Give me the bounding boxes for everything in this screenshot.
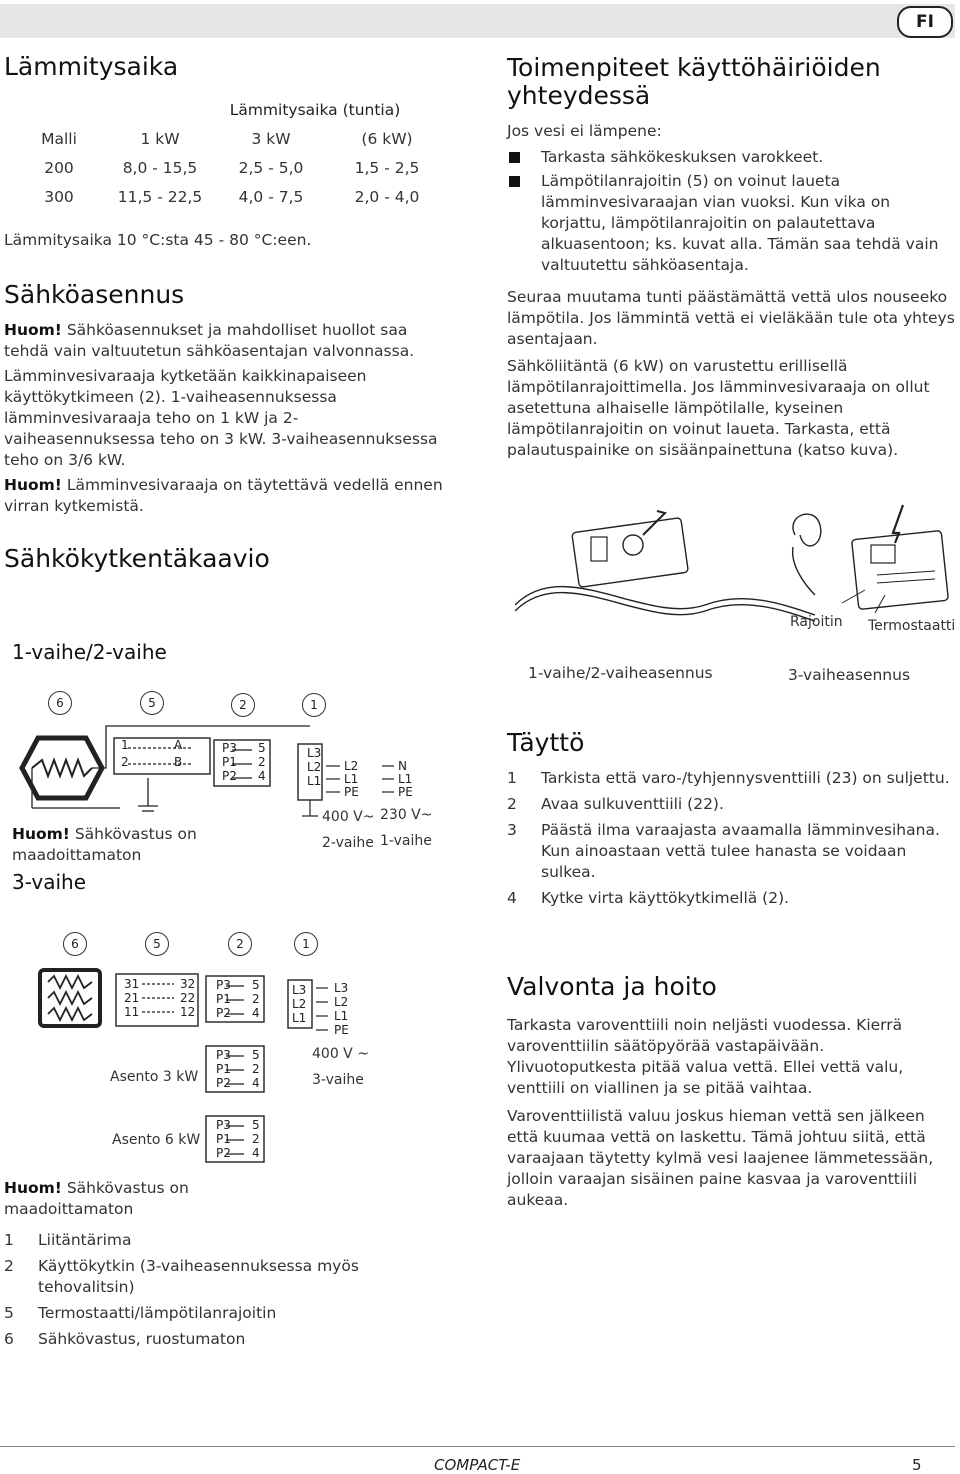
terminal-label: L1 <box>334 1009 349 1023</box>
terminal-label: PE <box>344 785 359 799</box>
list-item: 3 Päästä ilma varaajasta avaamalla lämminvesihana. Kun ainoastaan vettä tulee hanasta se voidaan sulkea. <box>507 821 940 881</box>
terminal-label: PE <box>398 785 413 799</box>
therm-pin: 22 <box>180 991 196 1005</box>
therm-pin: 12 <box>180 1005 196 1019</box>
footer-divider <box>0 1446 955 1447</box>
table-header-cell: (6 kW) <box>361 129 413 148</box>
maintenance-p2: Varoventtiilistä valuu joskus hieman vettä sen jälkeen että kuumaa vettä on laskettu. Tämä johtuu siitä, että varaajaan täytetty kylmä vesi laajenee lämmetessään, jolloin varaajan sisäinen paine kasvaa ja varoventtiili aukeaa. <box>507 1107 934 1209</box>
marker-5: 5 <box>140 691 164 715</box>
list-item: 1 Tarkista että varo-/tyhjennysventtiili (23) on suljettu. <box>507 769 950 787</box>
switch-pin: P2 <box>216 1006 231 1020</box>
wiring-sub-3phase: 3-vaihe <box>12 870 87 894</box>
marker-2: 2 <box>231 693 255 717</box>
heating-table-caption: Lämmitysaika (tuntia) <box>229 101 401 119</box>
position-6kw-label: Asento 6 kW <box>112 1132 201 1148</box>
table-row <box>16 182 450 211</box>
wiring-title: Sähkökytkentäkaavio <box>4 544 270 573</box>
switch-num: 2 <box>258 755 266 769</box>
terminal-label: L1 <box>344 772 359 786</box>
voltage-400-3phase: 400 V ~ <box>312 1046 369 1062</box>
wiring-note-1: Huom! Sähkövastus on maadoittamaton <box>12 825 197 864</box>
troubleshoot-title: Toimenpiteet käyttöhäiriöiden yhteydessä <box>507 53 881 110</box>
table-cell: 300 <box>44 187 74 206</box>
table-row <box>16 153 450 182</box>
list-item: 4 Kytke virta käyttökytkimellä (2). <box>507 889 790 907</box>
switch-num: 5 <box>252 1118 260 1132</box>
therm-pin: 31 <box>124 977 140 991</box>
switch-pin: P1 <box>216 992 231 1006</box>
electrical-p1: Huom! Sähköasennukset ja mahdolliset huollot saa tehdä vain valtuutetun sähköasentajan valvonnassa. <box>4 321 415 360</box>
heating-title: Lämmitysaika <box>4 52 179 81</box>
footer-model: COMPACT-E <box>434 1456 521 1474</box>
switch-pin: P2 <box>216 1146 231 1160</box>
legend-item: 2 Käyttökytkin (3-vaiheasennuksessa myös tehovalitsin) <box>4 1257 359 1296</box>
terminal-label: L2 <box>307 760 322 774</box>
table-cell: 200 <box>44 158 74 177</box>
thermostat-label: Termostaatti <box>868 618 956 634</box>
switch-num: 2 <box>252 992 260 1006</box>
legend-item: 1 Liitäntärima <box>4 1231 132 1249</box>
switch-pin: P3 <box>216 978 231 992</box>
switch-num: 2 <box>252 1132 260 1146</box>
table-cell: 11,5 - 22,5 <box>117 187 203 206</box>
limiter-label: Rajoitin <box>790 614 843 630</box>
marker-5: 5 <box>145 932 169 956</box>
troubleshoot-p2: Sähköliitäntä (6 kW) on varustettu erillisellä lämpötilanrajoittimella. Jos lämminvesivaraaja on ollut asetettuna alhaiselle lämpötilalle, kyseinen lämpötilanrajoitin on voinut laueta. Tarkasta, että palautuspainike on sisäänpainettuna (katso kuva). <box>507 357 930 459</box>
switch-num: 5 <box>252 978 260 992</box>
page-number: 5 <box>912 1456 922 1474</box>
therm-pin: 2 <box>121 755 129 769</box>
language-badge: FI <box>897 6 953 38</box>
heating-note: Lämmitysaika 10 °C:sta 45 - 80 °C:een. <box>4 231 312 249</box>
terminal-label: PE <box>334 1023 349 1037</box>
filling-title: Täyttö <box>507 728 585 757</box>
terminal-label: L3 <box>292 983 307 997</box>
maintenance-p1: Tarkasta varoventtiili noin neljästi vuodessa. Kierrä varoventtiilin säätöpyörää vastapäivään. Ylivuotoputkesta pitää valua vettä. Ellei vettä valu, venttiili on viallinen ja se pitää vaihtaa. <box>507 1016 904 1097</box>
electrical-p2: Lämminvesivaraaja kytketään kaikkinapaiseen käyttökytkimeen (2). 1-vaiheasennuksessa lämminvesivaraaja teho on 1 kW ja 2-vaiheasennuksessa teho on 3 kW. 3-vaiheasennuksessa teho on 3/6 kW. <box>4 367 438 469</box>
terminal-label: L2 <box>292 997 307 1011</box>
switch-num: 5 <box>258 741 266 755</box>
caption-1phase: 1-vaihe/2-vaiheasennus <box>528 664 713 682</box>
table-cell: 1,5 - 2,5 <box>354 158 420 177</box>
switch-pin: P3 <box>216 1118 231 1132</box>
troubleshoot-list <box>507 147 955 279</box>
terminal-label: L1 <box>292 1011 307 1025</box>
table-cell: 2,0 - 4,0 <box>354 187 420 206</box>
wiring-note-2: Huom! Sähkövastus on maadoittamaton <box>4 1179 189 1218</box>
terminal-label: N <box>398 759 407 773</box>
terminal-label: L3 <box>334 981 349 995</box>
table-header-cell: Malli <box>41 129 77 148</box>
table-header-cell: 1 kW <box>140 129 180 148</box>
therm-pin: B <box>174 755 183 769</box>
switch-num: 4 <box>252 1076 260 1090</box>
therm-pin: 1 <box>121 738 129 752</box>
terminal-label: L1 <box>307 774 322 788</box>
list-item: Lämpötilanrajoitin (5) on voinut laueta lämminvesivaraajan vian vuoksi. Kun vika on korjattu, lämpötilanrajoitin on palautettava alkuasentoon; ks. kuvat alla. Tämän saa tehdä vain valtuutettu sähköasentaja. <box>507 171 955 276</box>
maintenance-title: Valvonta ja hoito <box>507 972 717 1001</box>
voltage-400: 400 V~ <box>322 809 375 825</box>
therm-pin: 11 <box>124 1005 140 1019</box>
wiring-sub-1phase: 1-vaihe/2-vaihe <box>12 640 167 664</box>
terminal-label: L2 <box>334 995 349 1009</box>
legend-item: 5 Termostaatti/lämpötilanrajoitin <box>4 1304 277 1322</box>
table-header-row <box>16 124 450 153</box>
position-3kw-label: Asento 3 kW <box>110 1069 199 1085</box>
caption-3phase: 3-vaiheasennus <box>788 666 911 684</box>
marker-6: 6 <box>48 691 72 715</box>
troubleshoot-intro: Jos vesi ei lämpene: <box>507 122 662 140</box>
table-cell: 2,5 - 5,0 <box>238 158 304 177</box>
therm-pin: 21 <box>124 991 140 1005</box>
electrical-title: Sähköasennus <box>4 280 185 309</box>
therm-pin: A <box>174 738 183 752</box>
switch-pin: P2 <box>222 769 237 783</box>
header-bar <box>0 4 955 38</box>
switch-num: 4 <box>252 1146 260 1160</box>
phase-2-label: 2-vaihe <box>322 835 374 851</box>
marker-6: 6 <box>63 932 87 956</box>
phase-3-label: 3-vaihe <box>312 1072 364 1088</box>
voltage-230: 230 V~ <box>380 807 433 823</box>
table-header-cell: 3 kW <box>251 129 291 148</box>
switch-pin: P2 <box>216 1076 231 1090</box>
terminal-label: L3 <box>307 746 322 760</box>
switch-pin: P3 <box>222 741 237 755</box>
switch-pin: P1 <box>222 755 237 769</box>
terminal-label: L2 <box>344 759 359 773</box>
switch-pin: P3 <box>216 1048 231 1062</box>
phase-1-label: 1-vaihe <box>380 833 432 849</box>
electrical-p3: Huom! Lämminvesivaraaja on täytettävä vedellä ennen virran kytkemistä. <box>4 476 443 515</box>
list-item: 2 Avaa sulkuventtiili (22). <box>507 795 724 813</box>
legend-item: 6 Sähkövastus, ruostumaton <box>4 1330 246 1348</box>
switch-num: 5 <box>252 1048 260 1062</box>
switch-pin: P1 <box>216 1062 231 1076</box>
list-item: Tarkasta sähkökeskuksen varokkeet. <box>507 147 955 168</box>
switch-pin: P1 <box>216 1132 231 1146</box>
table-cell: 4,0 - 7,5 <box>238 187 304 206</box>
marker-1: 1 <box>302 693 326 717</box>
filling-steps <box>507 768 955 914</box>
switch-num: 4 <box>252 1006 260 1020</box>
switch-num: 2 <box>252 1062 260 1076</box>
marker-1: 1 <box>294 932 318 956</box>
switch-num: 4 <box>258 769 266 783</box>
terminal-label: L1 <box>398 772 413 786</box>
marker-2: 2 <box>228 932 252 956</box>
legend-list <box>4 1230 444 1355</box>
wiring-diagram-3phase <box>30 960 380 1170</box>
heating-table <box>16 124 450 211</box>
troubleshoot-p1: Seuraa muutama tunti päästämättä vettä ulos nouseeko lämpötila. Jos lämmintä vettä ei vieläkään tule ota yhteys asentajaan. <box>507 288 955 348</box>
therm-pin: 32 <box>180 977 196 991</box>
electrical-body <box>4 320 444 517</box>
table-cell: 8,0 - 15,5 <box>122 158 198 177</box>
